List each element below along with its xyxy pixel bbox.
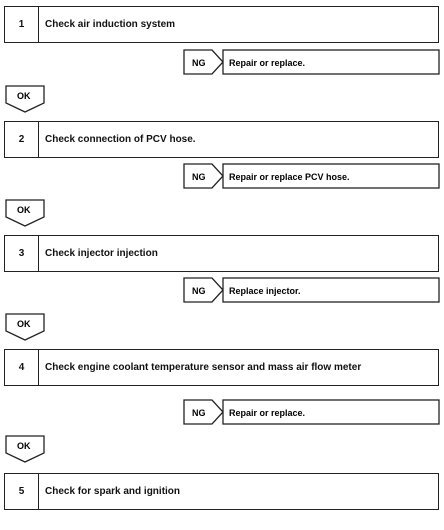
ng-action: Replace injector.	[229, 286, 301, 296]
ok-arrow-2	[0, 199, 60, 229]
ng-branch-2	[0, 161, 444, 191]
ok-label: OK	[17, 91, 31, 101]
step-box-4	[4, 349, 439, 386]
step-number: 1	[5, 7, 39, 42]
ng-label: NG	[192, 58, 206, 68]
ok-label: OK	[17, 319, 31, 329]
ng-action: Repair or replace.	[229, 58, 306, 68]
ok-arrow-1	[0, 85, 60, 115]
step-text: Check for spark and ignition	[45, 486, 181, 497]
step-number: 2	[5, 122, 39, 157]
ok-label: OK	[17, 441, 31, 451]
step-text: Check injector injection	[45, 248, 158, 259]
step-box-3	[4, 235, 439, 272]
step-box-5	[4, 473, 439, 510]
ng-branch-3	[0, 275, 444, 305]
ng-action: Repair or replace.	[229, 408, 306, 418]
ng-branch-shape	[0, 397, 444, 427]
step-number: 4	[5, 350, 39, 385]
ng-label: NG	[192, 408, 206, 418]
step-text: Check air induction system	[45, 19, 176, 30]
ng-branch-shape	[0, 275, 444, 305]
ng-action: Repair or replace PCV hose.	[229, 172, 350, 182]
step-text: Check engine coolant temperature sensor and mass air flow meter	[45, 362, 362, 373]
ok-arrow-shape	[0, 85, 60, 115]
ng-branch-1	[0, 47, 444, 77]
ok-arrow-shape	[0, 435, 60, 465]
step-number: 5	[5, 474, 39, 509]
ng-branch-shape	[0, 161, 444, 191]
ok-arrow-3	[0, 313, 60, 343]
step-number: 3	[5, 236, 39, 271]
ok-arrow-shape	[0, 199, 60, 229]
ng-branch-4	[0, 397, 444, 427]
ok-label: OK	[17, 205, 31, 215]
step-box-2	[4, 121, 439, 158]
ok-arrow-shape	[0, 313, 60, 343]
ng-branch-shape	[0, 47, 444, 77]
step-box-1	[4, 6, 439, 43]
ok-arrow-4	[0, 435, 60, 465]
step-text: Check connection of PCV hose.	[45, 134, 196, 145]
ng-label: NG	[192, 172, 206, 182]
ng-label: NG	[192, 286, 206, 296]
